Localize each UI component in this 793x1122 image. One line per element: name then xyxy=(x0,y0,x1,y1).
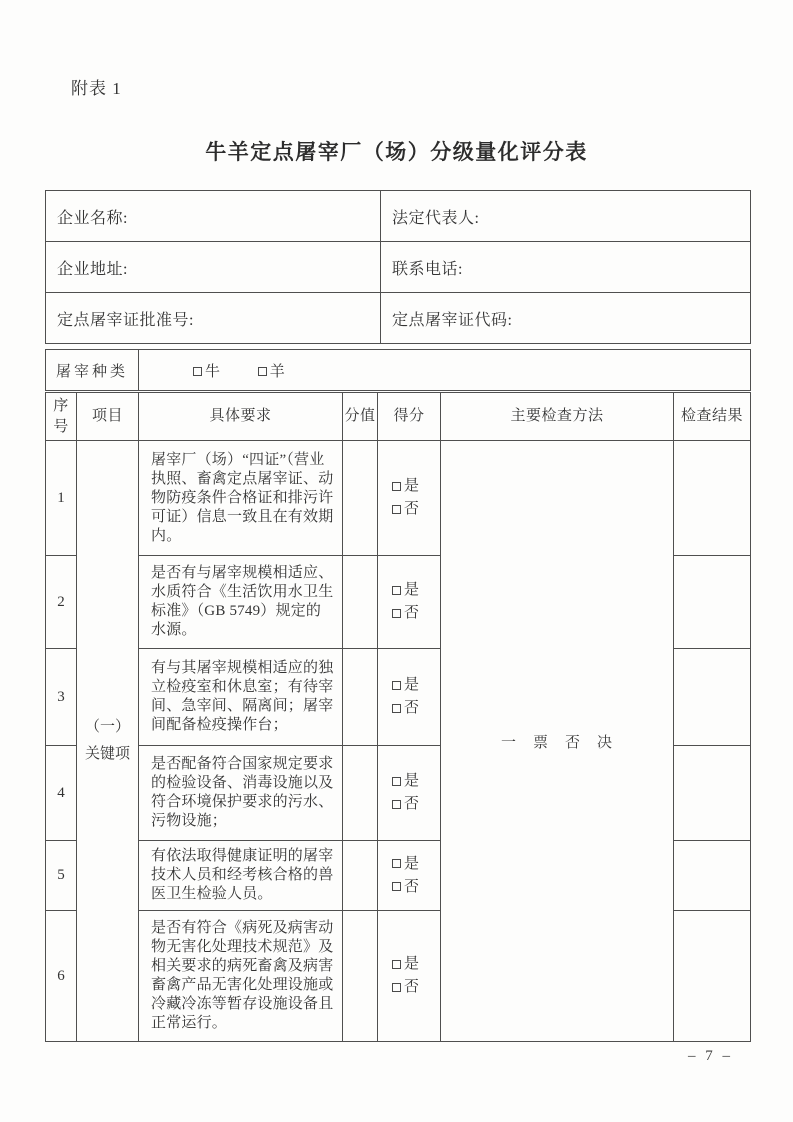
company-name-field: 企业名称: xyxy=(46,191,381,242)
legal-rep-field: 法定代表人: xyxy=(381,191,751,242)
score-option-no xyxy=(392,876,439,899)
score-cell xyxy=(378,441,441,556)
score-no-label: 否 xyxy=(404,501,420,517)
score-option-yes xyxy=(392,674,439,697)
row-no: 2 xyxy=(46,556,77,649)
scoring-table xyxy=(45,392,751,1042)
score-yes-label: 是 xyxy=(404,855,420,872)
header-requirement: 具体要求 xyxy=(139,393,343,441)
score-cell xyxy=(378,556,441,649)
points-cell xyxy=(343,911,378,1042)
page-title: 牛羊定点屠宰厂（场）分级量化评分表 xyxy=(205,141,588,164)
requirement-text: 是否有符合《病死及病害动物无害化处理技术规范》及相关要求的病死畜禽及病害畜禽产品无害化处理设施或冷藏冷冻等暂存设施设备且正常运行。 xyxy=(139,911,343,1042)
species-options xyxy=(139,350,751,391)
score-option-yes xyxy=(392,853,439,876)
header-item: 项目 xyxy=(77,393,139,441)
checkbox-sheep[interactable] xyxy=(258,367,267,376)
species-table xyxy=(45,349,751,391)
checkbox-no[interactable] xyxy=(392,983,401,992)
header-method: 主要检查方法 xyxy=(441,393,674,441)
phone-field: 联系电话: xyxy=(381,242,751,293)
score-option-no xyxy=(392,697,439,720)
score-no-label: 否 xyxy=(404,700,420,716)
checkbox-cattle[interactable] xyxy=(193,367,202,376)
permit-code-field: 定点屠宰证代码: xyxy=(381,293,751,344)
points-cell xyxy=(343,841,378,911)
result-cell xyxy=(674,841,751,911)
score-option-yes xyxy=(392,475,439,498)
category-line2: 关键项 xyxy=(84,746,130,762)
category-cell xyxy=(77,441,139,1042)
row-no: 4 xyxy=(46,746,77,841)
score-option-no xyxy=(392,498,439,521)
header-score: 得分 xyxy=(378,393,441,441)
header-no: 序号 xyxy=(46,393,77,441)
appendix-label: 附表 1 xyxy=(71,79,122,98)
checkbox-no[interactable] xyxy=(392,704,401,713)
checkbox-no[interactable] xyxy=(392,609,401,618)
checkbox-no[interactable] xyxy=(392,505,401,514)
checkbox-yes[interactable] xyxy=(392,777,401,786)
requirement-text: 有依法取得健康证明的屠宰技术人员和经考核合格的兽医卫生检验人员。 xyxy=(139,841,343,911)
row-no: 5 xyxy=(46,841,77,911)
checkbox-no[interactable] xyxy=(392,882,401,891)
species-cattle-label: 牛 xyxy=(205,363,221,380)
score-option-yes xyxy=(392,579,439,602)
scoring-header-row xyxy=(46,393,751,441)
points-cell xyxy=(343,746,378,841)
requirement-text: 是否有与屠宰规模相适应、水质符合《生活饮用水卫生标准》（GB 5749）规定的水源。 xyxy=(139,556,343,649)
score-cell xyxy=(378,841,441,911)
score-option-yes xyxy=(392,770,439,793)
result-cell xyxy=(674,911,751,1042)
method-merged-cell: 一票否决 xyxy=(441,441,674,1042)
species-sheep-label: 羊 xyxy=(269,363,285,380)
score-yes-label: 是 xyxy=(404,478,420,494)
score-no-label: 否 xyxy=(404,878,420,895)
score-option-no xyxy=(392,793,439,816)
checkbox-no[interactable] xyxy=(392,800,401,809)
requirement-text: 屠宰厂（场）“四证”（营业执照、畜禽定点屠宰证、动物防疫条件合格证和排污许可证）信息一致且在有效期内。 xyxy=(139,441,343,556)
info-row-1 xyxy=(46,191,751,242)
requirement-text: 是否配备符合国家规定要求的检验设备、消毒设施以及符合环境保护要求的污水、污物设施； xyxy=(139,746,343,841)
points-cell xyxy=(343,556,378,649)
row-no: 6 xyxy=(46,911,77,1042)
score-option-yes xyxy=(392,953,439,976)
checkbox-yes[interactable] xyxy=(392,859,401,868)
score-yes-label: 是 xyxy=(404,582,420,598)
score-option-no xyxy=(392,976,439,999)
points-cell xyxy=(343,649,378,746)
species-option-sheep xyxy=(258,360,285,381)
result-cell xyxy=(674,746,751,841)
enterprise-info-table xyxy=(45,190,751,344)
score-no-label: 否 xyxy=(404,605,420,621)
category-line1: （一） xyxy=(84,719,130,735)
points-cell xyxy=(343,441,378,556)
species-label: 屠宰种类 xyxy=(46,350,139,391)
requirement-text: 有与其屠宰规模相适应的独立检疫室和休息室；有待宰间、急宰间、隔离间；屠宰间配备检疫操作台； xyxy=(139,649,343,746)
row-no: 3 xyxy=(46,649,77,746)
checkbox-yes[interactable] xyxy=(392,586,401,595)
permit-number-field: 定点屠宰证批准号: xyxy=(46,293,381,344)
score-yes-label: 是 xyxy=(404,773,420,789)
score-no-label: 否 xyxy=(404,796,420,812)
species-row xyxy=(46,350,751,391)
score-yes-label: 是 xyxy=(404,956,420,972)
score-cell xyxy=(378,649,441,746)
row-no: 1 xyxy=(46,441,77,556)
result-cell xyxy=(674,441,751,556)
header-result: 检查结果 xyxy=(674,393,751,441)
company-address-field: 企业地址: xyxy=(46,242,381,293)
species-option-cattle xyxy=(193,360,220,381)
score-cell xyxy=(378,746,441,841)
checkbox-yes[interactable] xyxy=(392,960,401,969)
score-no-label: 否 xyxy=(404,979,420,995)
checkbox-yes[interactable] xyxy=(392,482,401,491)
checkbox-yes[interactable] xyxy=(392,681,401,690)
score-option-no xyxy=(392,602,439,625)
info-row-2 xyxy=(46,242,751,293)
page-number: – 7 – xyxy=(688,1048,733,1064)
result-cell xyxy=(674,556,751,649)
info-row-3 xyxy=(46,293,751,344)
score-cell xyxy=(378,911,441,1042)
score-yes-label: 是 xyxy=(404,677,420,693)
result-cell xyxy=(674,649,751,746)
table-row xyxy=(46,441,751,556)
header-points: 分值 xyxy=(343,393,378,441)
